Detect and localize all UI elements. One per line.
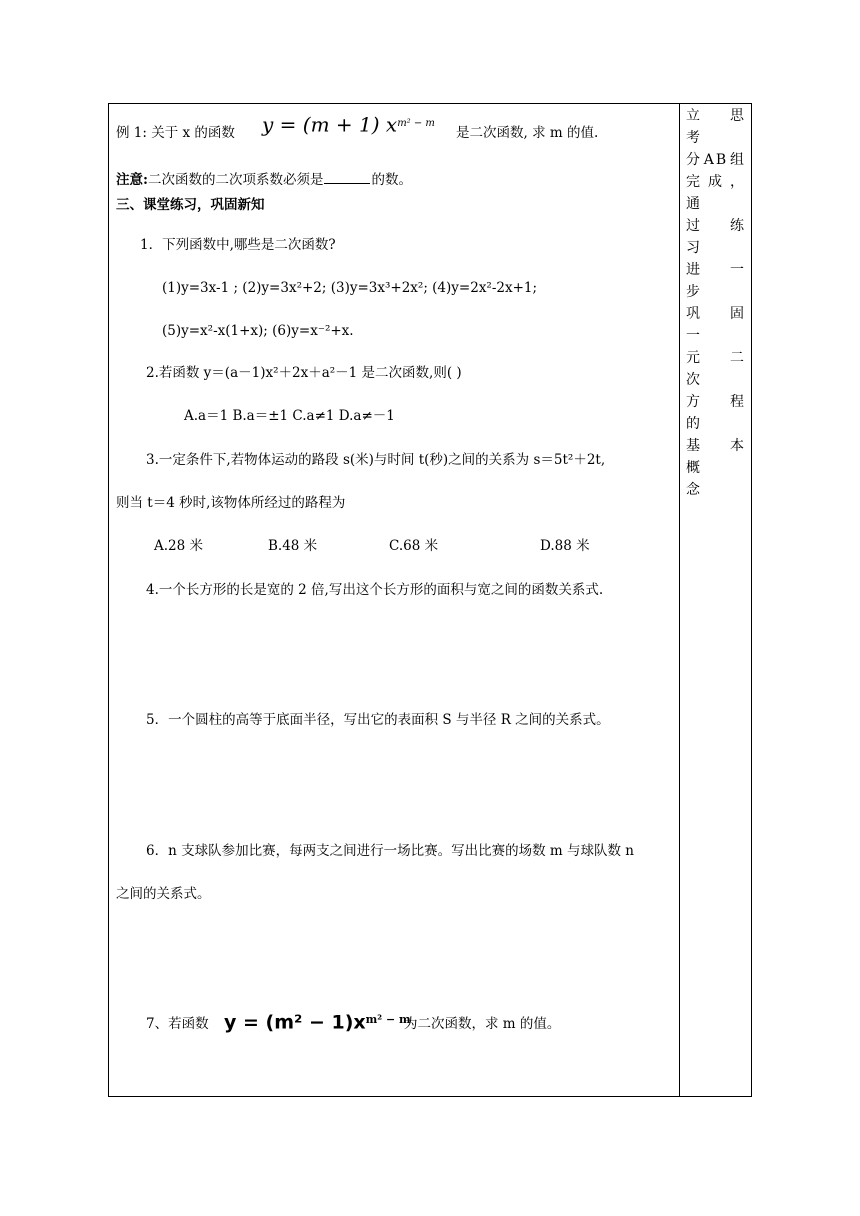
question-2-stem: 2.若函数 y＝(a－1)x²＋2x＋a²－1 是二次函数,则( ) [146, 365, 462, 381]
note-label: 注意: [116, 172, 148, 188]
column-divider [679, 103, 680, 1097]
note-text-after: 的数。 [371, 172, 412, 188]
side-note-line: 基 本 概 [686, 438, 746, 476]
question-7-eq-exponent: m² − m [365, 1013, 411, 1026]
side-note-line: 元 二 次 [686, 350, 746, 388]
question-3-option-a: A.28 米 [154, 538, 204, 554]
example-1-prefix: 例 1: 关于 x 的函数 [116, 125, 235, 141]
question-3-line-1: 3.一定条件下,若物体运动的路段 s(米)与时间 t(秒)之间的关系为 s＝5t²＋2t, [146, 452, 606, 468]
question-1-stem: 1．下列函数中,哪些是二次函数? [140, 237, 336, 253]
note-text-before: 二次函数的二次项系数必须是 [147, 172, 324, 188]
question-7-eq-main: y = (m² − 1)x [224, 1011, 366, 1034]
question-7-suffix: 为二次函数，求 m 的值。 [404, 1016, 561, 1032]
side-note-line: 念 [686, 482, 702, 498]
side-note-line: 分AB组 [686, 152, 746, 168]
example-1-equation [262, 110, 435, 142]
question-6-line-2: 之间的关系式。 [116, 886, 211, 902]
question-6-line-1: 6．n 支球队参加比赛，每两支之间进行一场比赛。写出比赛的场数 m 与球队数 n [146, 843, 634, 859]
question-3-option-b: B.48 米 [268, 538, 318, 554]
question-7-equation [224, 1003, 411, 1042]
example-1-suffix: 是二次函数, 求 m 的值. [456, 125, 599, 141]
example-1-eq-exponent: m² − m [397, 118, 435, 129]
question-5: 5．一个圆柱的高等于底面半径，写出它的表面积 S 与半径 R 之间的关系式。 [146, 712, 610, 728]
question-3-option-d: D.88 米 [540, 538, 590, 554]
example-1 [116, 124, 235, 142]
side-note [686, 105, 746, 501]
side-note-line: 巩 固 一 [686, 306, 746, 344]
note-blank [324, 170, 370, 184]
example-1-eq-main: y = (m + 1) x [262, 112, 398, 137]
question-1-options-row-1: (1)y=3x-1 ; (2)y=3x²+2; (3)y=3x³+2x²; (4)y=2x²-2x+1; [162, 280, 538, 296]
question-7-prefix: 7、若函数 [146, 1016, 209, 1032]
side-note-line: 方 程 的 [686, 394, 746, 432]
side-note-line: 过 练 习 [686, 218, 746, 256]
side-note-line: 立 思 考 [686, 108, 746, 146]
note [116, 170, 412, 189]
section-3-title: 三、课堂练习，巩固新知 [116, 197, 265, 213]
side-note-line: 进 一 步 [686, 262, 746, 300]
question-1-options-row-2: (5)y=x²-x(1+x); (6)y=x⁻²+x. [162, 323, 354, 339]
question-4: 4.一个长方形的长是宽的 2 倍,写出这个长方形的面积与宽之间的函数关系式. [146, 582, 604, 598]
question-3-option-c: C.68 米 [389, 538, 439, 554]
side-note-line: 完成，通 [686, 174, 746, 212]
question-2-options: A.a＝1 B.a＝±1 C.a≠1 D.a≠－1 [184, 408, 395, 424]
question-3-line-2: 则当 t＝4 秒时,该物体所经过的路程为 [116, 495, 346, 511]
